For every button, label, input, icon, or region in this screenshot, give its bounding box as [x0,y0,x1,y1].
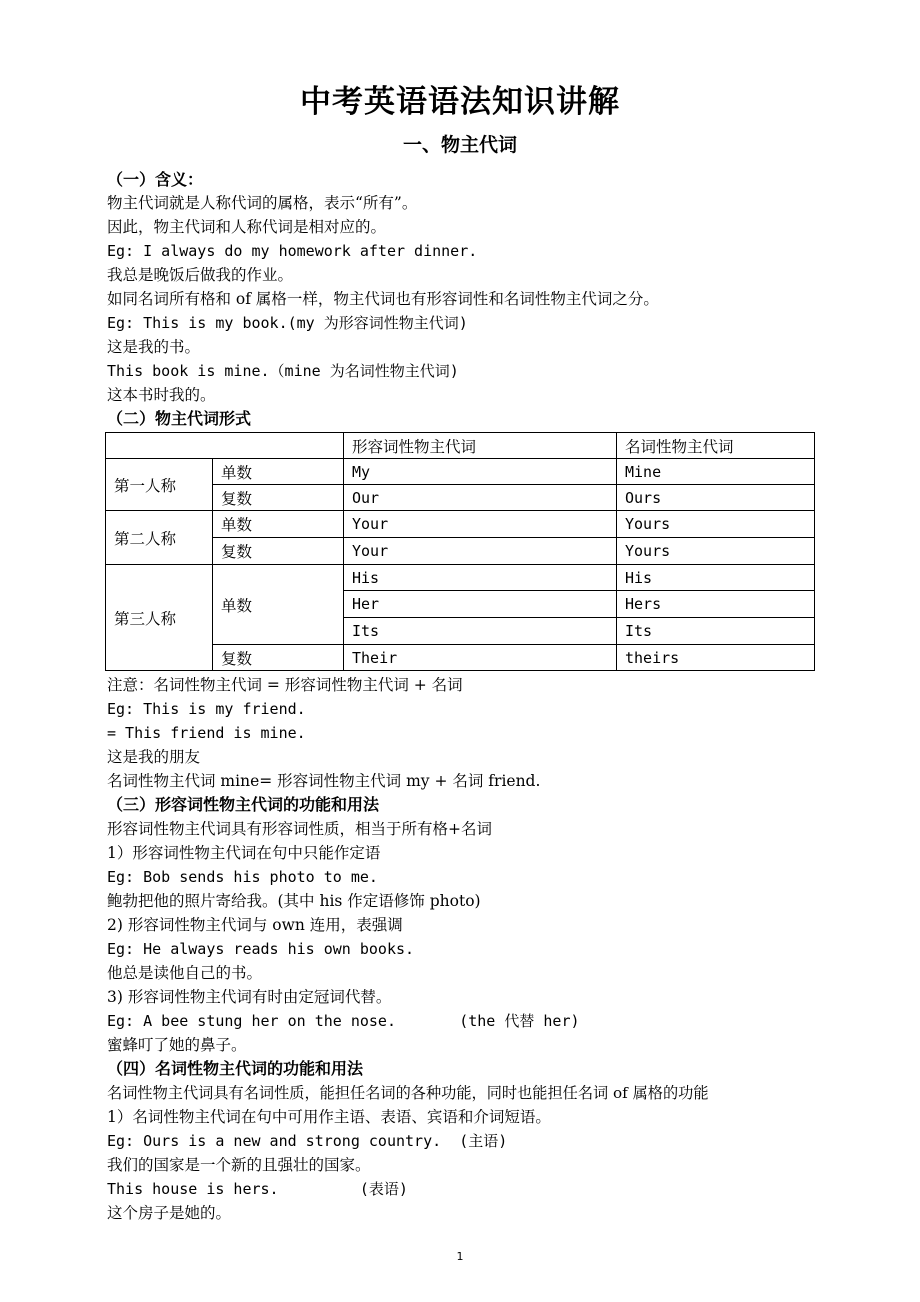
section-title: 一、物主代词 [402,134,517,156]
example-line: Eg: Bob sends his photo to me. [107,868,378,886]
adjective-pronoun-cell: His [344,565,617,591]
text-line: 这个房子是她的。 [107,1204,232,1222]
text-line: 因此，物主代词和人称代词是相对应的。 [107,218,387,236]
row-header-third-person: 第三人称 [106,565,213,671]
number-singular: 单数 [213,511,344,538]
text-line: 如同名词所有格和 of 属格一样，物主代词也有形容词性和名词性物主代词之分。 [107,290,659,308]
example-line: = This friend is mine. [107,724,306,742]
text-line: 2) 形容词性物主代词与 own 连用，表强调 [107,916,403,934]
adjective-pronoun-cell: Their [344,645,617,671]
noun-pronoun-cell: Yours [617,538,815,565]
number-singular: 单数 [213,565,344,645]
noun-pronoun-cell: His [617,565,815,591]
noun-pronoun-cell: Its [617,618,815,645]
adjective-pronoun-cell: My [344,459,617,485]
text-line: 这是我的书。 [107,338,201,356]
number-plural: 复数 [213,538,344,565]
text-line: 注意：名词性物主代词 = 形容词性物主代词 + 名词 [107,676,463,694]
page-title: 中考英语语法知识讲解 [300,84,620,120]
text-line: 我们的国家是一个新的且强壮的国家。 [107,1156,371,1174]
section-heading: （二）物主代词形式 [107,409,252,428]
example-line: This book is mine.（mine 为名词性物主代词) [107,362,459,380]
text-line: 形容词性物主代词具有形容词性质，相当于所有格+名词 [107,820,492,838]
noun-pronoun-cell: Yours [617,511,815,538]
column-header-adjective: 形容词性物主代词 [344,433,617,459]
text-line: 这是我的朋友 [107,748,201,766]
page-number: 1 [456,1250,464,1263]
example-line: Eg: This is my book.(my 为形容词性物主代词) [107,314,468,332]
example-line: Eg: This is my friend. [107,700,306,718]
noun-pronoun-cell: Ours [617,485,815,511]
example-line: Eg: I always do my homework after dinner. [107,242,478,260]
text-line: 物主代词就是人称代词的属格，表示“所有”。 [107,194,418,212]
table-corner-cell [106,433,344,459]
adjective-pronoun-cell: Your [344,511,617,538]
text-line: 他总是读他自己的书。 [107,964,263,982]
number-plural: 复数 [213,645,344,671]
text-line: 我总是晚饭后做我的作业。 [107,266,294,284]
section-heading: （四）名词性物主代词的功能和用法 [107,1059,364,1078]
noun-pronoun-cell: theirs [617,645,815,671]
section-heading: （一）含义： [107,170,204,189]
text-line: 名词性物主代词具有名词性质，能担任名词的各种功能，同时也能担任名词 of 属格的功能 [107,1084,709,1102]
example-line: Eg: A bee stung her on the nose. (the 代替 her) [107,1012,580,1030]
adjective-pronoun-cell: Your [344,538,617,565]
text-line: 名词性物主代词 mine= 形容词性物主代词 my + 名词 friend. [107,772,541,790]
adjective-pronoun-cell: Her [344,591,617,618]
example-line: Eg: He always reads his own books. [107,940,415,958]
text-line: 1）形容词性物主代词在句中只能作定语 [107,844,381,862]
text-line: 3) 形容词性物主代词有时由定冠词代替。 [107,988,392,1006]
example-line: This house is hers. (表语) [107,1180,408,1198]
column-header-noun: 名词性物主代词 [617,433,815,459]
text-line: 这本书时我的。 [107,386,216,404]
number-plural: 复数 [213,485,344,511]
noun-pronoun-cell: Mine [617,459,815,485]
adjective-pronoun-cell: Our [344,485,617,511]
row-header-first-person: 第一人称 [106,459,213,511]
text-line: 1）名词性物主代词在句中可用作主语、表语、宾语和介词短语。 [107,1108,551,1126]
section-heading: （三）形容词性物主代词的功能和用法 [107,795,380,814]
pronoun-table [105,432,815,671]
noun-pronoun-cell: Hers [617,591,815,618]
adjective-pronoun-cell: Its [344,618,617,645]
row-header-second-person: 第二人称 [106,511,213,565]
text-line: 鲍勃把他的照片寄给我。(其中 his 作定语修饰 photo) [107,892,481,910]
example-line: Eg: Ours is a new and strong country. (主语) [107,1132,508,1150]
text-line: 蜜蜂叮了她的鼻子。 [107,1036,247,1054]
number-singular: 单数 [213,459,344,485]
